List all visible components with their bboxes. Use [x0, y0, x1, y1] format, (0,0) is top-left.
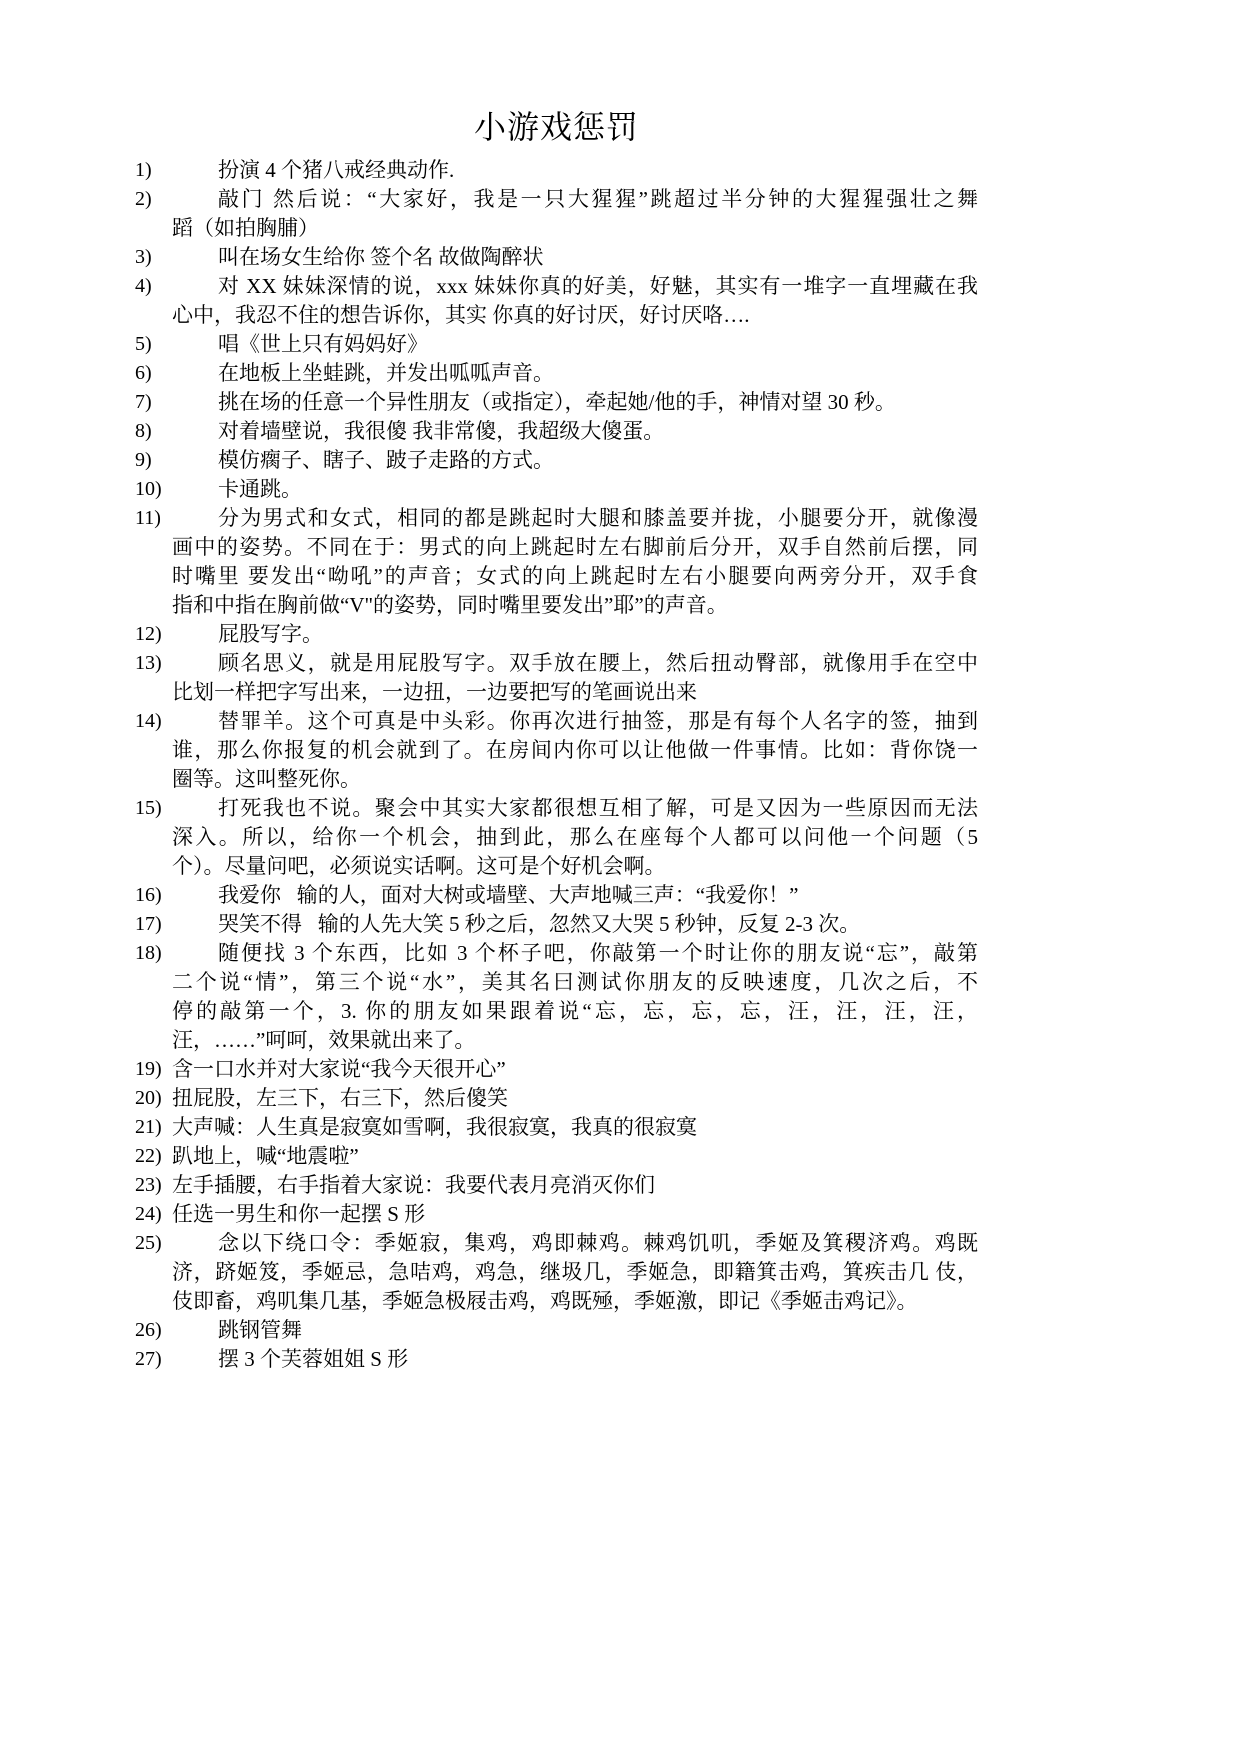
item-number: 22) [135, 1145, 162, 1167]
item-text-line: 蹈（如拍胸脯） [172, 216, 319, 240]
item-number: 25) [135, 1232, 162, 1254]
item-text-line: 含一口水并对大家说“我今天很开心” [172, 1057, 506, 1081]
item-number: 9) [135, 449, 152, 471]
item-text-line: 对 XX 妹妹深情的说，xxx 妹妹你真的好美，好魅，其实有一堆字一直埋藏在我 [218, 274, 978, 298]
item-text-line: 趴地上，喊“地震啦” [172, 1144, 359, 1168]
item-number: 6) [135, 362, 152, 384]
item-text-line: 对着墙壁说，我很傻 我非常傻，我超级大傻蛋。 [218, 419, 665, 443]
item-number: 21) [135, 1116, 162, 1138]
item-text-line: 我爱你 输的人，面对大树或墙壁、大声地喊三声：“我爱你！” [218, 883, 799, 907]
item-number: 7) [135, 391, 152, 413]
item-number: 23) [135, 1174, 162, 1196]
item-text-line: 替罪羊。这个可真是中头彩。你再次进行抽签，那是有每个人名字的签，抽到 [218, 709, 978, 733]
item-text-line: 摆 3 个芙蓉姐姐 S 形 [218, 1347, 409, 1371]
list-item [135, 388, 978, 417]
item-text-line: 伎即畜，鸡叽集几基，季姬急极屐击鸡，鸡既殛，季姬激，即记《季姬击鸡记》。 [172, 1289, 918, 1313]
item-text-line: 时嘴里 要发出“呦吼”的声音；女式的向上跳起时左右小腿要向两旁分开，双手食 [172, 564, 978, 588]
list-item [135, 1229, 978, 1316]
item-text-line: 比划一样把字写出来，一边扭，一边要把写的笔画说出来 [172, 680, 697, 704]
item-text-line: 唱《世上只有妈妈好》 [218, 332, 428, 356]
item-text-line: 个）。尽量问吧，必须说实话啊。这可是个好机会啊。 [172, 854, 666, 878]
item-text-line: 汪，……”呵呵，效果就出来了。 [172, 1028, 476, 1052]
list-item [135, 707, 978, 794]
list-item [135, 620, 978, 649]
item-number: 19) [135, 1058, 162, 1080]
item-text-line: 哭笑不得 输的人先大笑 5 秒之后，忽然又大哭 5 秒钟，反复 2-3 次。 [218, 912, 861, 936]
punishment-list [135, 156, 978, 1374]
item-text-line: 谁，那么你报复的机会就到了。在房间内你可以让他做一件事情。比如：背你饶一 [172, 738, 978, 762]
list-item [135, 475, 978, 504]
item-text-line: 分为男式和女式，相同的都是跳起时大腿和膝盖要并拢，小腿要分开，就像漫 [218, 506, 978, 530]
item-number: 26) [135, 1319, 162, 1341]
page-title: 小游戏惩罚 [473, 109, 639, 145]
item-number: 3) [135, 246, 152, 268]
item-text-line: 打死我也不说。聚会中其实大家都很想互相了解，可是又因为一些原因而无法 [218, 796, 978, 820]
list-item [135, 185, 978, 243]
item-number: 14) [135, 710, 162, 732]
list-item [135, 1171, 978, 1200]
item-text-line: 敲门 然后说：“大家好，我是一只大猩猩”跳超过半分钟的大猩猩强壮之舞 [218, 187, 978, 211]
list-item [135, 272, 978, 330]
item-number: 5) [135, 333, 152, 355]
list-item [135, 1113, 978, 1142]
item-number: 18) [135, 942, 162, 964]
item-number: 13) [135, 652, 162, 674]
item-number: 27) [135, 1348, 162, 1370]
item-text-line: 扮演 4 个猪八戒经典动作. [218, 158, 455, 182]
item-text-line: 跳钢管舞 [218, 1318, 302, 1342]
list-item [135, 504, 978, 620]
item-number: 16) [135, 884, 162, 906]
list-item [135, 649, 978, 707]
list-item [135, 1142, 978, 1171]
list-item [135, 330, 978, 359]
list-item [135, 1084, 978, 1113]
list-item [135, 939, 978, 1055]
list-item [135, 1055, 978, 1084]
list-item [135, 417, 978, 446]
item-number: 11) [135, 507, 161, 529]
item-text-line: 在地板上坐蛙跳，并发出呱呱声音。 [218, 361, 554, 385]
item-text-line: 心中，我忍不住的想告诉你，其实 你真的好讨厌，好讨厌咯…. [172, 303, 750, 327]
item-text-line: 画中的姿势。不同在于：男式的向上跳起时左右脚前后分开，双手自然前后摆，同 [172, 535, 978, 559]
item-text-line: 大声喊：人生真是寂寞如雪啊，我很寂寞，我真的很寂寞 [172, 1115, 697, 1139]
item-text-line: 二个说“情”，第三个说“水”，美其名曰测试你朋友的反映速度，几次之后，不 [172, 970, 978, 994]
item-number: 8) [135, 420, 152, 442]
list-item [135, 243, 978, 272]
item-text-line: 念以下绕口令：季姬寂，集鸡，鸡即棘鸡。棘鸡饥叽，季姬及箕稷济鸡。鸡既 [218, 1231, 978, 1255]
item-text-line: 挑在场的任意一个异性朋友（或指定），牵起她/他的手，神情对望 30 秒。 [218, 390, 896, 414]
item-text-line: 任选一男生和你一起摆 S 形 [172, 1202, 426, 1226]
item-text-line: 随便找 3 个东西，比如 3 个杯子吧，你敲第一个时让你的朋友说“忘”，敲第 [218, 941, 978, 965]
list-item [135, 910, 978, 939]
item-number: 24) [135, 1203, 162, 1225]
item-text-line: 左手插腰，右手指着大家说：我要代表月亮消灭你们 [172, 1173, 655, 1197]
list-item [135, 794, 978, 881]
item-number: 1) [135, 159, 152, 181]
item-number: 2) [135, 188, 152, 210]
list-item [135, 156, 978, 185]
item-number: 10) [135, 478, 162, 500]
item-text-line: 叫在场女生给你 签个名 故做陶醉状 [218, 245, 544, 269]
item-text-line: 停的敲第一个，3. 你的朋友如果跟着说“忘，忘，忘，忘，汪，汪，汪，汪， [172, 999, 978, 1023]
list-item [135, 446, 978, 475]
item-text-line: 模仿瘸子、瞎子、跛子走路的方式。 [218, 448, 554, 472]
item-text-line: 济，跻姬笈，季姬忌，急咭鸡，鸡急，继圾几，季姬急，即籍箕击鸡，箕疾击几 伎， [172, 1260, 978, 1284]
item-text-line: 扭屁股，左三下，右三下，然后傻笑 [172, 1086, 508, 1110]
item-number: 20) [135, 1087, 162, 1109]
item-text-line: 卡通跳。 [218, 477, 302, 501]
item-number: 4) [135, 275, 152, 297]
list-item [135, 359, 978, 388]
item-number: 12) [135, 623, 162, 645]
item-number: 15) [135, 797, 162, 819]
item-text-line: 指和中指在胸前做“V"的姿势，同时嘴里要发出”耶”的声音。 [172, 593, 728, 617]
item-text-line: 顾名思义，就是用屁股写字。双手放在腰上，然后扭动臀部，就像用手在空中 [218, 651, 978, 675]
item-number: 17) [135, 913, 162, 935]
list-item [135, 1316, 978, 1345]
list-item [135, 1345, 978, 1374]
item-text-line: 圈等。这叫整死你。 [172, 767, 361, 791]
list-item [135, 881, 978, 910]
item-text-line: 深入。所以，给你一个机会，抽到此，那么在座每个人都可以问他一个问题（5 [172, 825, 978, 849]
list-item [135, 1200, 978, 1229]
item-text-line: 屁股写字。 [218, 622, 323, 646]
